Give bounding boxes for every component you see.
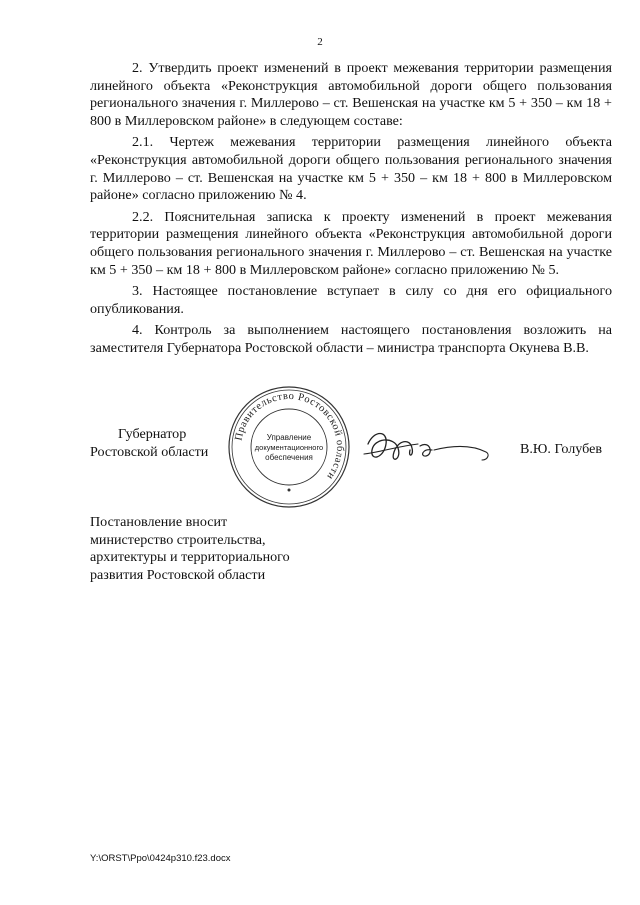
paragraph-4: 4. Контроль за выполнением настоящего постановления возложить на заместителя Губернатора Ростовской области – министра транспорта Окунева В.В. bbox=[90, 322, 612, 356]
paragraph-2-2: 2.2. Пояснительная записка к проекту изменений в проект межевания территории размещения линейного объекта «Реконструкция автомобильной дороги общего пользования регионального значения г. Миллерово – ст. Вешенская на участке км 5 + 350 – км 18 + 800 в Миллеровском районе» согласно приложению № 5. bbox=[90, 208, 612, 278]
submitted-by-note bbox=[90, 514, 290, 584]
seal-inner-line2: документационного bbox=[254, 443, 324, 452]
page-number: 2 bbox=[317, 36, 323, 48]
seal-inner-line1: Управление bbox=[266, 433, 312, 442]
paragraph-3: 3. Настоящее постановление вступает в силу со дня его официального опубликования. bbox=[90, 283, 612, 317]
handwritten-signature bbox=[360, 424, 500, 474]
official-seal bbox=[226, 384, 352, 510]
document-body bbox=[90, 60, 612, 362]
submitted-by-line1: Постановление вносит bbox=[90, 514, 228, 530]
seal-inner-line3: обеспечения bbox=[265, 453, 313, 462]
signatory-title bbox=[90, 426, 208, 461]
seal-outer-text: Правительство Ростовской области bbox=[233, 390, 346, 482]
signatory-title-line1: Губернатор bbox=[118, 426, 187, 442]
signatory-title-line2: Ростовской области bbox=[90, 443, 209, 460]
submitted-by-line2: министерство строительства, bbox=[90, 531, 266, 548]
submitted-by-line4: развития Ростовской области bbox=[90, 566, 266, 583]
signatory-name: В.Ю. Голубев bbox=[520, 441, 603, 457]
paragraph-2-1: 2.1. Чертеж межевания территории размещения линейного объекта «Реконструкция автомобильной дороги общего пользования регионального значения г. Миллерово – ст. Вешенская на участке км 5 + 350 – км 18 + 800 в Миллеровском районе» согласно приложению № 4. bbox=[90, 134, 612, 204]
submitted-by-line3: архитектуры и территориального bbox=[90, 549, 290, 566]
footer-file-path: Y:\ORST\Ppo\0424p310.f23.docx bbox=[90, 853, 231, 864]
paragraph-2: 2. Утвердить проект изменений в проект межевания территории размещения линейного объекта «Реконструкция автомобильной дороги общего пользования регионального значения г. Миллерово – ст. Вешенская на участке км 5 + 350 – км 18 + 800 в Миллеровском районе» в следующем составе: bbox=[90, 60, 612, 129]
